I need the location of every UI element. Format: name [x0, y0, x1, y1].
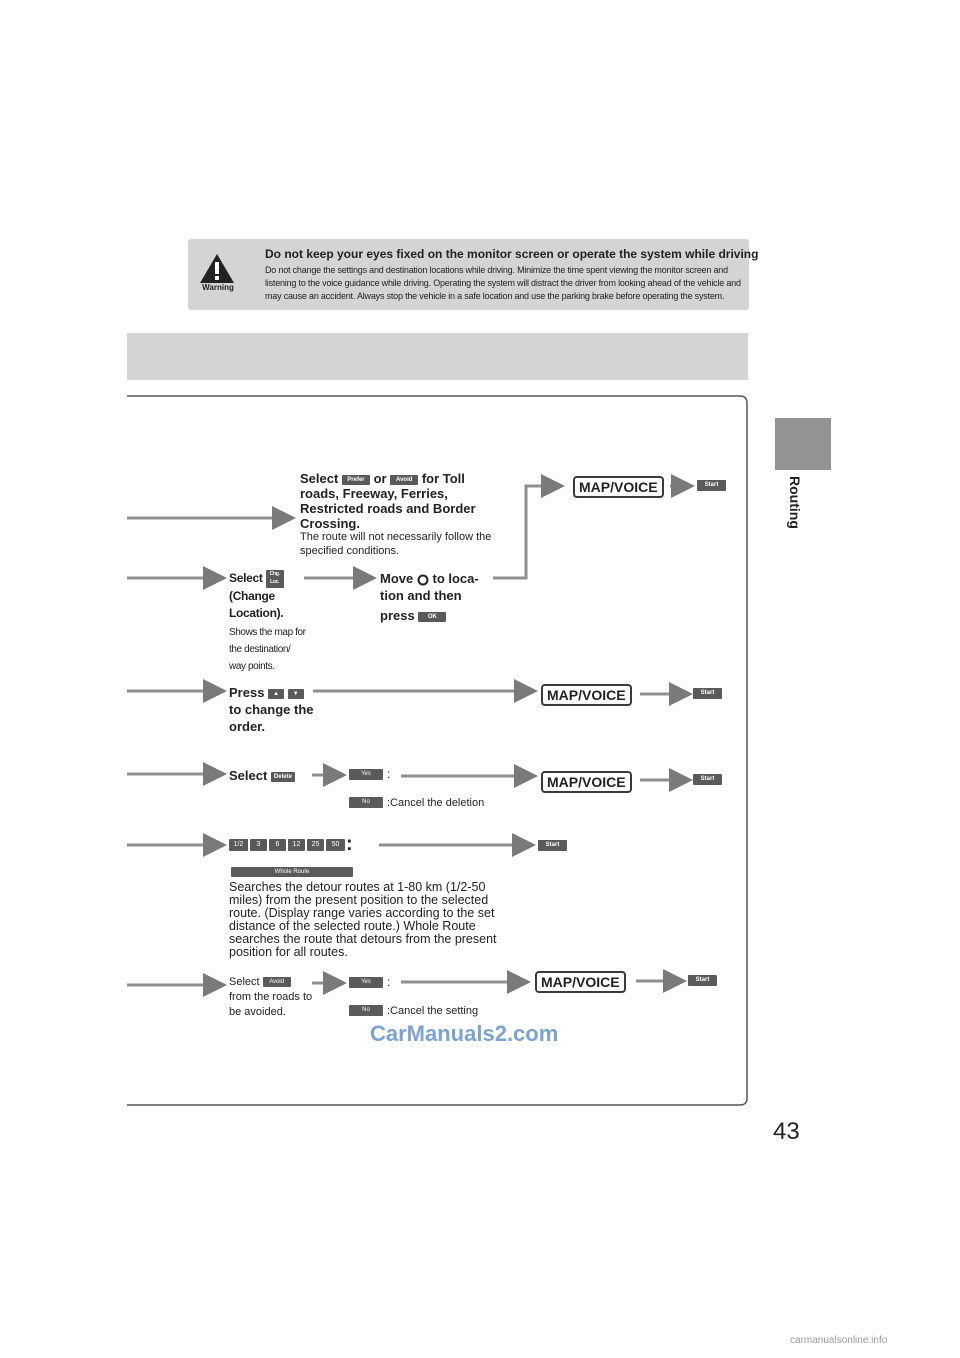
distance-button[interactable]: 12 — [288, 839, 305, 851]
row3-press: Press — [229, 685, 265, 700]
row1-note: The route will not necessarily follow the specified conditions. — [300, 531, 492, 557]
row6-select: Select — [229, 976, 260, 988]
row3-rest: to change the order. — [229, 702, 314, 734]
distance-button[interactable]: 1/2 — [229, 839, 248, 851]
page-number: 43 — [773, 1118, 800, 1145]
whole-route-button[interactable]: Whole Route — [231, 867, 353, 877]
row4-select: Select — [229, 768, 268, 783]
row1-instruction — [300, 471, 496, 531]
start-button-1[interactable]: Start — [697, 480, 726, 491]
watermark: CarManuals2.com — [370, 1021, 559, 1046]
start-button-5[interactable]: Start — [688, 975, 717, 986]
row1-or: or — [373, 471, 387, 486]
map-voice-button-2[interactable]: MAP/VOICE — [541, 684, 632, 706]
start-button-3[interactable]: Start — [693, 774, 722, 785]
yes-button-1[interactable]: Yes — [349, 769, 383, 780]
avoid-button[interactable]: Avoid — [390, 475, 418, 485]
row6-instruction — [229, 975, 313, 1020]
row5-colon: : — [346, 833, 353, 855]
row2-move-label: Move — [380, 571, 414, 586]
chapter-tab-text: Routing — [787, 476, 803, 529]
up-arrow-button[interactable]: ▲ — [268, 689, 284, 699]
row4-instruction — [229, 768, 295, 783]
no-button-2[interactable]: No — [349, 1005, 383, 1016]
row6-rest: from the roads to be avoided. — [229, 991, 313, 1018]
footer-site: carmanualsonline.info — [790, 1335, 888, 1346]
row1-rest: for Toll roads, Freeway, Ferries, Restricted roads and Border Crossing. — [300, 471, 476, 531]
chapter-tab-label — [787, 476, 817, 536]
row6-cancel: :Cancel the setting — [387, 1005, 479, 1017]
warning-triangle-icon — [199, 253, 235, 284]
row2-instruction — [229, 570, 309, 622]
ok-button[interactable]: OK — [418, 612, 446, 622]
row2-move-rest: to loca- tion and then — [380, 571, 479, 603]
map-voice-button-3[interactable]: MAP/VOICE — [541, 771, 632, 793]
warning-body: Do not change the settings and destination locations while driving. Minimize the time spent viewing the monitor screen and listening to the voice guidance while driving. Operating the system will distract the driver from looking ahead of the vehicle and may cause an accident. Always stop the vehicle in a safe location and use the parking brake before operating the system. — [265, 265, 741, 301]
row2-name: (Change Location). — [229, 589, 284, 620]
distance-button[interactable]: 50 — [326, 839, 345, 851]
section-header-band — [127, 333, 748, 380]
row1-select: Select — [300, 471, 339, 486]
yes-button-2[interactable]: Yes — [349, 977, 383, 988]
map-voice-button-1[interactable]: MAP/VOICE — [573, 476, 664, 498]
change-location-button[interactable]: Chg. Loc. — [266, 570, 284, 588]
warning-title: Do not keep your eyes fixed on the monitor screen or operate the system while driving — [265, 247, 759, 261]
start-button-2[interactable]: Start — [693, 688, 722, 699]
start-button-4[interactable]: Start — [538, 840, 567, 851]
row2-move — [380, 570, 490, 604]
row4-cancel: :Cancel the deletion — [387, 797, 485, 809]
row6-colon: : — [387, 975, 391, 989]
cursor-icon — [417, 574, 429, 586]
distance-button[interactable]: 3 — [250, 839, 267, 851]
no-button-1[interactable]: No — [349, 797, 383, 808]
distance-buttons — [229, 839, 345, 851]
row2-press — [380, 608, 446, 623]
map-voice-button-4[interactable]: MAP/VOICE — [535, 971, 626, 993]
distance-button[interactable]: 25 — [307, 839, 324, 851]
row2-press-label: press — [380, 608, 415, 623]
row2-note: Shows the map for the destination/ way points. — [229, 627, 306, 672]
distance-button[interactable]: 6 — [269, 839, 286, 851]
warning-label: Warning — [202, 283, 234, 292]
row3-instruction — [229, 684, 319, 735]
down-arrow-button[interactable]: ▼ — [288, 689, 304, 699]
row4-colon: : — [387, 767, 391, 781]
row2-select: Select — [229, 571, 263, 586]
chapter-tab — [775, 418, 831, 470]
prefer-button[interactable]: Prefer — [342, 475, 370, 485]
row5-description: Searches the detour routes at 1-80 km (1/2-50 miles) from the present position to the selected route. (Display range varies according to the set distance of the selected route.) Whole Route searches the route that detours from the present position for all routes. — [229, 880, 497, 959]
delete-button[interactable]: Delete — [271, 772, 295, 782]
avoid-button-2[interactable]: Avoid — [263, 977, 291, 987]
